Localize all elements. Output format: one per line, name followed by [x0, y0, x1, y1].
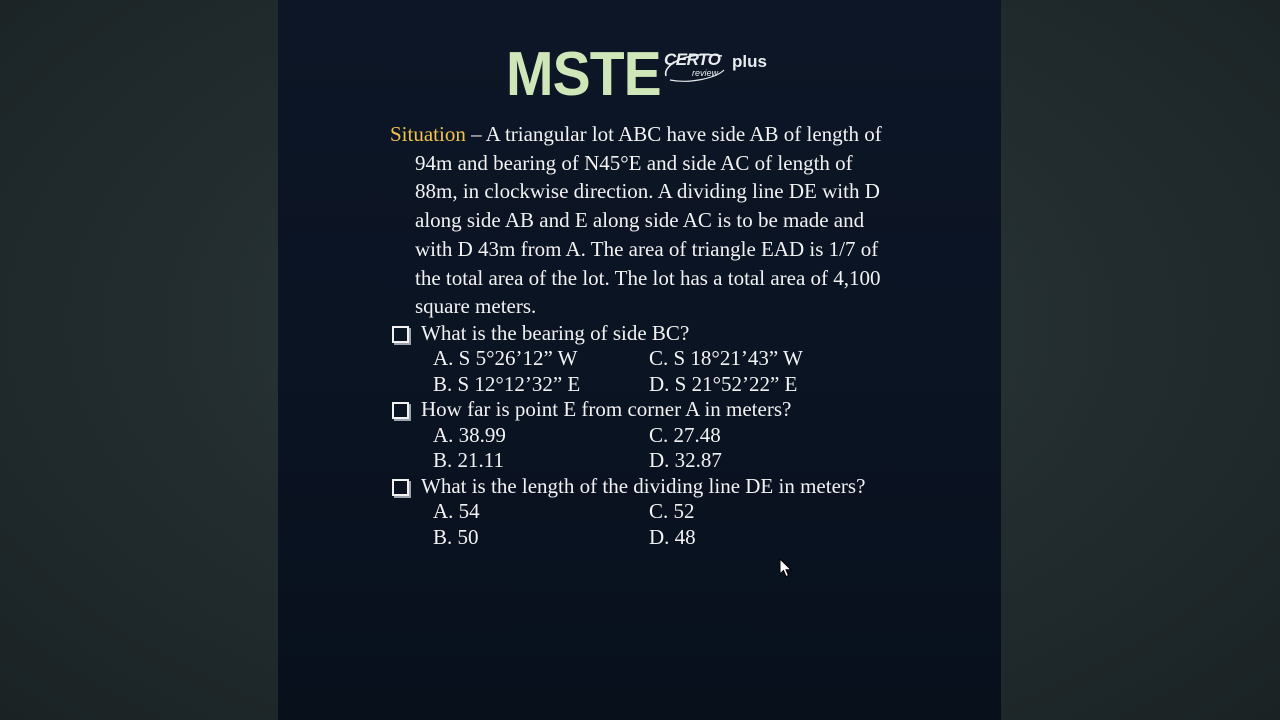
choice-c: C. 27.48 [649, 422, 721, 447]
choice-b: B. 21.11 [433, 448, 504, 473]
checkbox-bullet-icon [392, 326, 409, 343]
question-1 [390, 321, 890, 347]
slide [278, 0, 1001, 720]
question-3-text: What is the length of the dividing line DE in meters? [421, 473, 866, 498]
choice-a: A. S 5°26’12” W [433, 346, 578, 371]
mouse-pointer-icon [779, 558, 793, 578]
choice-c: C. 52 [649, 499, 695, 524]
logo-sub: review [692, 68, 719, 78]
choice-c: C. S 18°21’43” W [649, 346, 803, 371]
choice-b: B. S 12°12’32” E [433, 371, 581, 396]
question-3 [390, 474, 890, 500]
choice-a: A. 38.99 [433, 422, 506, 447]
checkbox-bullet-icon [392, 402, 409, 419]
logo-plus: plus [732, 52, 767, 71]
choice-d: D. S 21°52’22” E [649, 371, 798, 396]
question-1-choices [390, 346, 890, 397]
logo-word: CERTO [664, 50, 721, 69]
situation-label: Situation [390, 122, 466, 146]
situation-paragraph [390, 120, 890, 321]
question-2-choices [390, 423, 890, 474]
question-2-text: How far is point E from corner A in meters? [421, 397, 792, 422]
certo-review-logo [664, 46, 774, 86]
choice-a: A. 54 [433, 499, 480, 524]
question-1-text: What is the bearing of side BC? [421, 320, 690, 345]
slide-header [506, 36, 767, 109]
choice-d: D. 32.87 [649, 448, 722, 473]
choice-d: D. 48 [649, 524, 696, 549]
question-3-choices [390, 499, 890, 550]
situation-text: – A triangular lot ABC have side AB of length of 94m and bearing of N45°E and side AC of length of 88m, in clockwise direction. A dividing line DE with D along side AB and E along side AC is to be made and with D 43m from A. The area of triangle EAD is 1/7 of the total area of the lot. The lot has a total area of 4,100 square meters. [415, 122, 882, 319]
slide-title: MSTE [506, 40, 661, 109]
checkbox-bullet-icon [392, 479, 409, 496]
slide-content [390, 120, 890, 550]
choice-b: B. 50 [433, 524, 479, 549]
question-2 [390, 397, 890, 423]
